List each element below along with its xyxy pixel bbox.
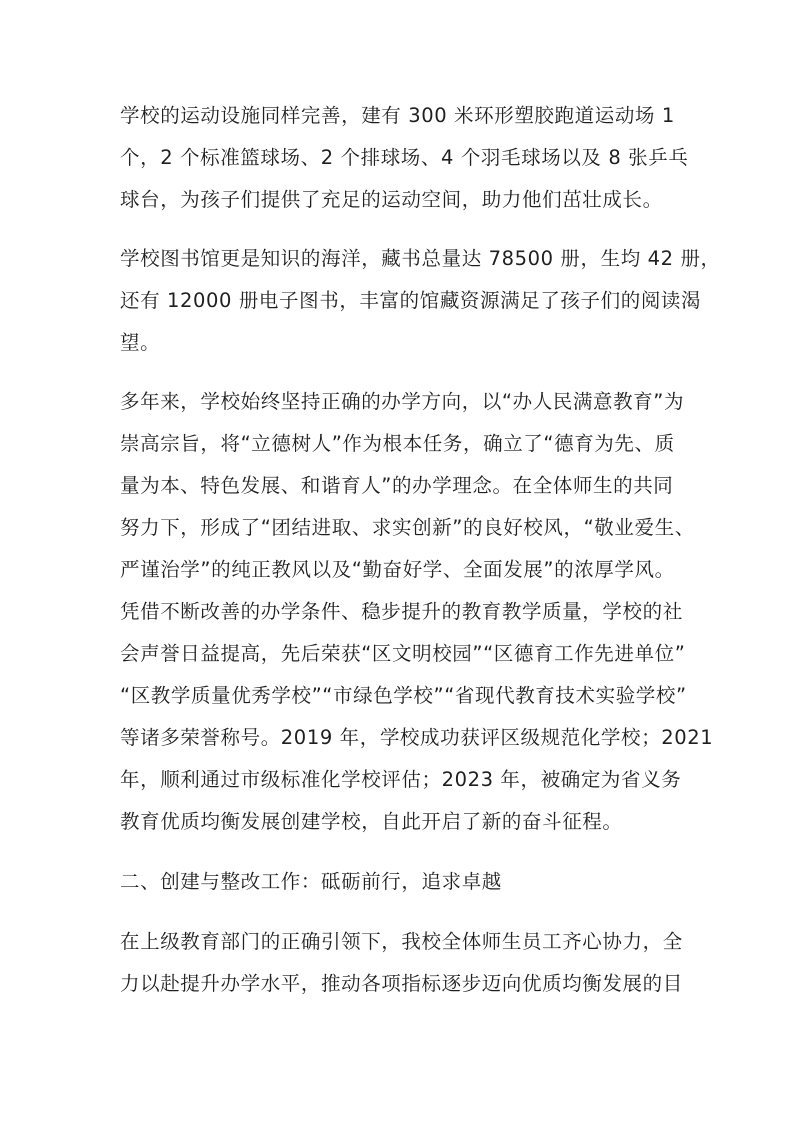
- text-line: 会声誉日益提高，先后荣获“区文明校园”“区德育工作先进单位”: [120, 642, 686, 665]
- text-line: 个，2 个标准篮球场、2 个排球场、4 个羽毛球场以及 8 张乒乓: [120, 146, 689, 169]
- text-line: 教育优质均衡发展创建学校，自此开启了新的奋斗征程。: [120, 810, 623, 833]
- text-line: 多年来，学校始终坚持正确的办学方向，以“办人民满意教育”为: [120, 390, 685, 413]
- text-line: “区教学质量优秀学校”“市绿色学校”“省现代教育技术实验学校”: [120, 684, 687, 707]
- text-line: 在上级教育部门的正确引领下，我校全体师生员工齐心协力，全: [120, 930, 683, 953]
- text-line: 量为本、特色发展、和谐育人”的办学理念。在全体师生的共同: [120, 474, 674, 497]
- text-line: 等诸多荣誉称号。2019 年，学校成功获评区级规范化学校；2021: [120, 726, 714, 749]
- text-line: 凭借不断改善的办学条件、稳步提升的教育教学质量，学校的社: [120, 600, 683, 623]
- text-line: 还有 12000 册电子图书，丰富的馆藏资源满足了孩子们的阅读渴: [120, 289, 702, 312]
- section-heading: 二、创建与整改工作：砥砺前行，追求卓越: [120, 870, 502, 893]
- text-line: 望。: [120, 331, 161, 354]
- text-line: 崇高宗旨，将“立德树人”作为根本任务，确立了“德育为先、质: [120, 432, 675, 455]
- text-line: 力以赴提升办学水平，推动各项指标逐步迈向优质均衡发展的目: [120, 972, 683, 995]
- text-line: 学校图书馆更是知识的海洋，藏书总量达 78500 册，生均 42 册，: [120, 247, 721, 270]
- text-line: 球台，为孩子们提供了充足的运动空间，助力他们茁壮成长。: [120, 188, 663, 211]
- text-line: 严谨治学”的纯正教风以及“勤奋好学、全面发展”的浓厚学风。: [120, 558, 675, 581]
- text-line: 努力下，形成了“团结进取、求实创新”的良好校风，“敬业爱生、: [120, 516, 695, 539]
- text-line: 学校的运动设施同样完善，建有 300 米环形塑胶跑道运动场 1: [120, 104, 675, 127]
- text-line: 年，顺利通过市级标准化学校评估；2023 年，被确定为省义务: [120, 768, 682, 791]
